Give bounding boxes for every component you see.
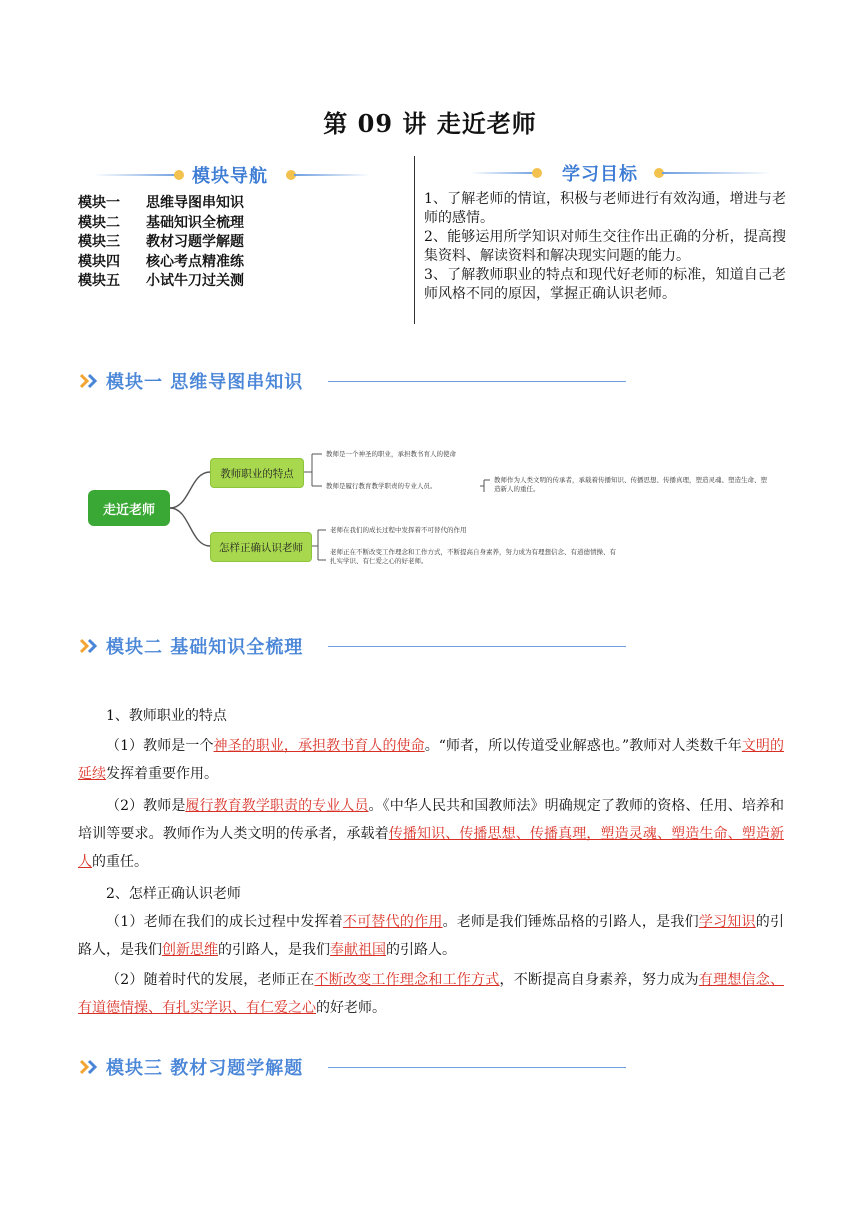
- module-3-title: 模块三 教材习题学解题: [106, 1058, 304, 1079]
- nav-item: 模块三 教材习题学解题: [78, 234, 244, 250]
- module-rule: [328, 381, 626, 382]
- section-heading: 2、怎样正确认识老师: [106, 886, 241, 902]
- module-rule: [328, 646, 626, 647]
- mindmap-branch: 怎样正确认识老师: [210, 532, 312, 562]
- banner-dot: [532, 168, 542, 178]
- mindmap-leaf: 教师是一个神圣的职业，承担教书育人的使命: [326, 450, 456, 458]
- learning-goals: [424, 190, 786, 304]
- nav-item: 模块一 思维导图串知识: [78, 195, 244, 211]
- mindmap-leaf: 老师在我们的成长过程中发挥着不可替代的作用: [330, 526, 467, 534]
- module-3-header: [80, 1054, 626, 1080]
- paragraph: （1）教师是一个神圣的职业，承担教书育人的使命。“师者，所以传道受业解惑也。”教师对人类数千年文明的延续发挥着重要作用。: [78, 738, 784, 782]
- module-1-header: [80, 368, 626, 394]
- goal-item: 1、了解老师的情谊，积极与老师进行有效沟通，增进与老师的感情。: [424, 191, 786, 226]
- nav-item: 模块二 基础知识全梳理: [78, 214, 244, 231]
- module-2-title: 模块二 基础知识全梳理: [106, 637, 304, 658]
- paragraph: （2）教师是履行教育教学职责的专业人员。《中华人民共和国教师法》明确规定了教师的资格、任用、培养和培训等要求。教师作为人类文明的传承者，承载着传播知识、传播思想、传播真理，塑造灵魂、塑造生命、塑造新人的重任。: [78, 798, 785, 870]
- double-chevron-icon: [80, 373, 102, 389]
- mindmap-root: 走近老师: [88, 490, 170, 526]
- nav-item: 模块四 核心考点精准练: [78, 253, 244, 270]
- double-chevron-icon: [80, 638, 102, 654]
- mindmap-leaf: 教师是履行教育教学职责的专业人员。: [326, 482, 437, 490]
- module-nav-list: [78, 194, 244, 292]
- goals-banner-label: 学习目标: [562, 164, 638, 185]
- paragraph: （1）老师在我们的成长过程中发挥着不可替代的作用。老师是我们锤炼品格的引路人，是我们学习知识的引路人，是我们创新思维的引路人，是我们奉献祖国的引路人。: [78, 914, 785, 958]
- module-1-title: 模块一 思维导图串知识: [106, 372, 304, 393]
- module-rule: [328, 1067, 626, 1068]
- page-title: 第 09 讲 走近老师: [323, 109, 537, 138]
- column-divider: [414, 156, 415, 324]
- goals-banner: [470, 162, 780, 184]
- mindmap-leaf: 老师正在不断改变工作理念和工作方式，不断提高自身素养，努力成为有理想信念、有道德情操、有扎实学识、有仁爱之心的好老师。: [330, 548, 616, 565]
- goal-item: 3、了解教师职业的特点和现代好老师的标准，知道自己老师风格不同的原因，掌握正确认识老师。: [424, 267, 786, 302]
- paragraph: （2）随着时代的发展，老师正在不断改变工作理念和工作方式，不断提高自身素养，努力成为有理想信念、有道德情操、有扎实学识、有仁爱之心的好老师。: [78, 972, 785, 1016]
- nav-banner-label: 模块导航: [192, 166, 268, 187]
- goal-item: 2、能够运用所学知识对师生交往作出正确的分析，提高搜集资料、解读资料和解决现实问题的能力。: [424, 229, 786, 264]
- nav-banner: [94, 164, 374, 186]
- banner-dot: [174, 170, 184, 180]
- mindmap-leaf: 教师作为人类文明的传承者，承载着传播知识、传播思想、传播真理，塑造灵魂、塑造生命、塑造新人的重任。: [494, 476, 767, 493]
- section-heading: 1、教师职业的特点: [106, 708, 227, 724]
- module-2-header: [80, 633, 626, 659]
- mindmap-branch: 教师职业的特点: [210, 458, 304, 488]
- nav-item: 模块五 小试牛刀过关测: [78, 273, 244, 289]
- double-chevron-icon: [80, 1059, 102, 1075]
